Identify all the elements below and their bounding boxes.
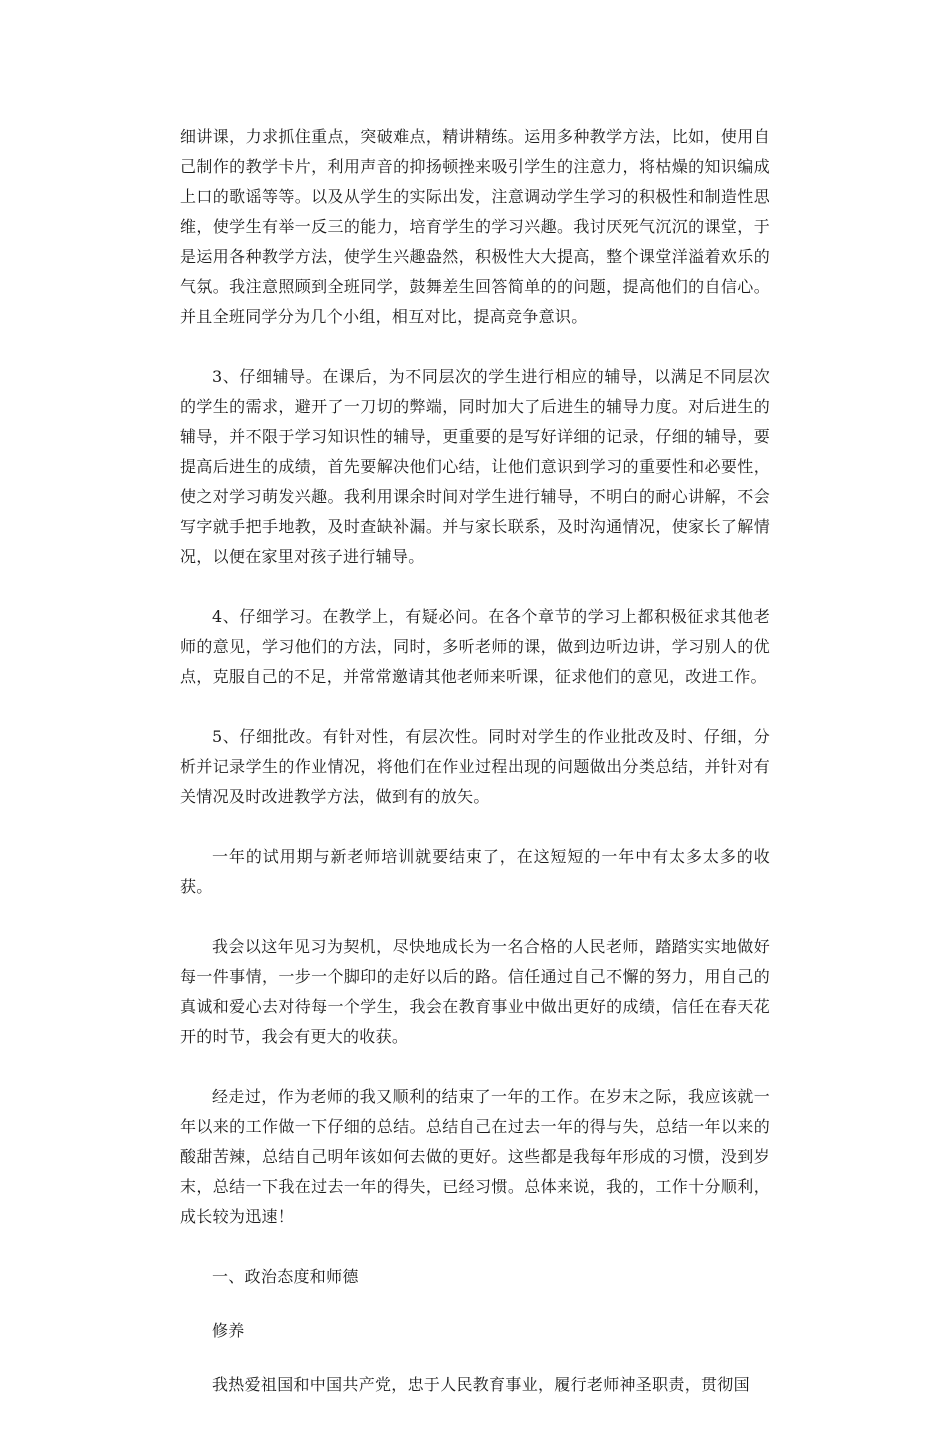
paragraph-careful-learning: 4、仔细学习。在教学上，有疑必问。在各个章节的学习上都积极征求其他老师的意见，学习他们的方法，同时，多听老师的课，做到边听边讲，学习别人的优点，克服自己的不足，并常常邀请其他老师来听课，征求他们的意见，改进工作。	[180, 607, 770, 686]
paragraph-careful-tutoring: 3、仔细辅导。在课后，为不同层次的学生进行相应的辅导，以满足不同层次的学生的需求，避开了一刀切的弊端，同时加大了后进生的辅导力度。对后进生的辅导，并不限于学习知识性的辅导，更重要的是写好详细的记录，仔细的辅导，要提高后进生的成绩，首先要解决他们心结，让他们意识到学习的重要性和必要性，使之对学习萌发兴趣。我利用课余时间对学生进行辅导，不明白的耐心讲解，不会写字就手把手地教，及时查缺补漏。并与家长联系，及时沟通情况，使家长了解情况，以便在家里对孩子进行辅导。	[180, 367, 770, 566]
section-subheading-cultivation: 修养	[212, 1321, 245, 1340]
paragraph-probation-end: 一年的试用期与新老师培训就要结束了，在这短短的一年中有太多太多的收获。	[180, 847, 770, 896]
document-body	[180, 122, 770, 1430]
paragraph-year-summary: 经走过，作为老师的我又顺利的结束了一年的工作。在岁末之际，我应该就一年以来的工作做一下仔细的总结。总结自己在过去一年的得与失，总结一年以来的酸甜苦辣，总结自己明年该如何去做的更好。这些都是我每年形成的习惯，没到岁末，总结一下我在过去一年的得失，已经习惯。总体来说，我的，工作十分顺利，成长较为迅速！	[180, 1087, 770, 1226]
paragraph-future-goals: 我会以这年见习为契机，尽快地成长为一名合格的人民老师，踏踏实实地做好每一件事情，一步一个脚印的走好以后的路。信任通过自己不懈的努力，用自己的真诚和爱心去对待每一个学生，我会在教育事业中做出更好的成绩，信任在春天花开的时节，我会有更大的收获。	[180, 937, 770, 1046]
paragraph-careful-grading: 5、仔细批改。有针对性，有层次性。同时对学生的作业批改及时、仔细，分析并记录学生的作业情况，将他们在作业过程出现的问题做出分类总结，并针对有关情况及时改进教学方法，做到有的放矢。	[180, 727, 770, 806]
section-heading-politics: 一、政治态度和师德	[212, 1267, 359, 1286]
paragraph-patriotism: 我热爱祖国和中国共产党，忠于人民教育事业，履行老师神圣职责，贯彻国	[212, 1375, 750, 1394]
paragraph-teaching-methods: 细讲课，力求抓住重点，突破难点，精讲精练。运用多种教学方法，比如，使用自己制作的教学卡片，利用声音的抑扬顿挫来吸引学生的注意力，将枯燥的知识编成上口的歌谣等等。以及从学生的实际出发，注意调动学生学习的积极性和制造性思维，使学生有举一反三的能力，培育学生的学习兴趣。我讨厌死气沉沉的课堂，于是运用各种教学方法，使学生兴趣盎然，积极性大大提高，整个课堂洋溢着欢乐的气氛。我注意照顾到全班同学，鼓舞差生回答简单的的问题，提高他们的自信心。并且全班同学分为几个小组，相互对比，提高竞争意识。	[180, 127, 770, 326]
